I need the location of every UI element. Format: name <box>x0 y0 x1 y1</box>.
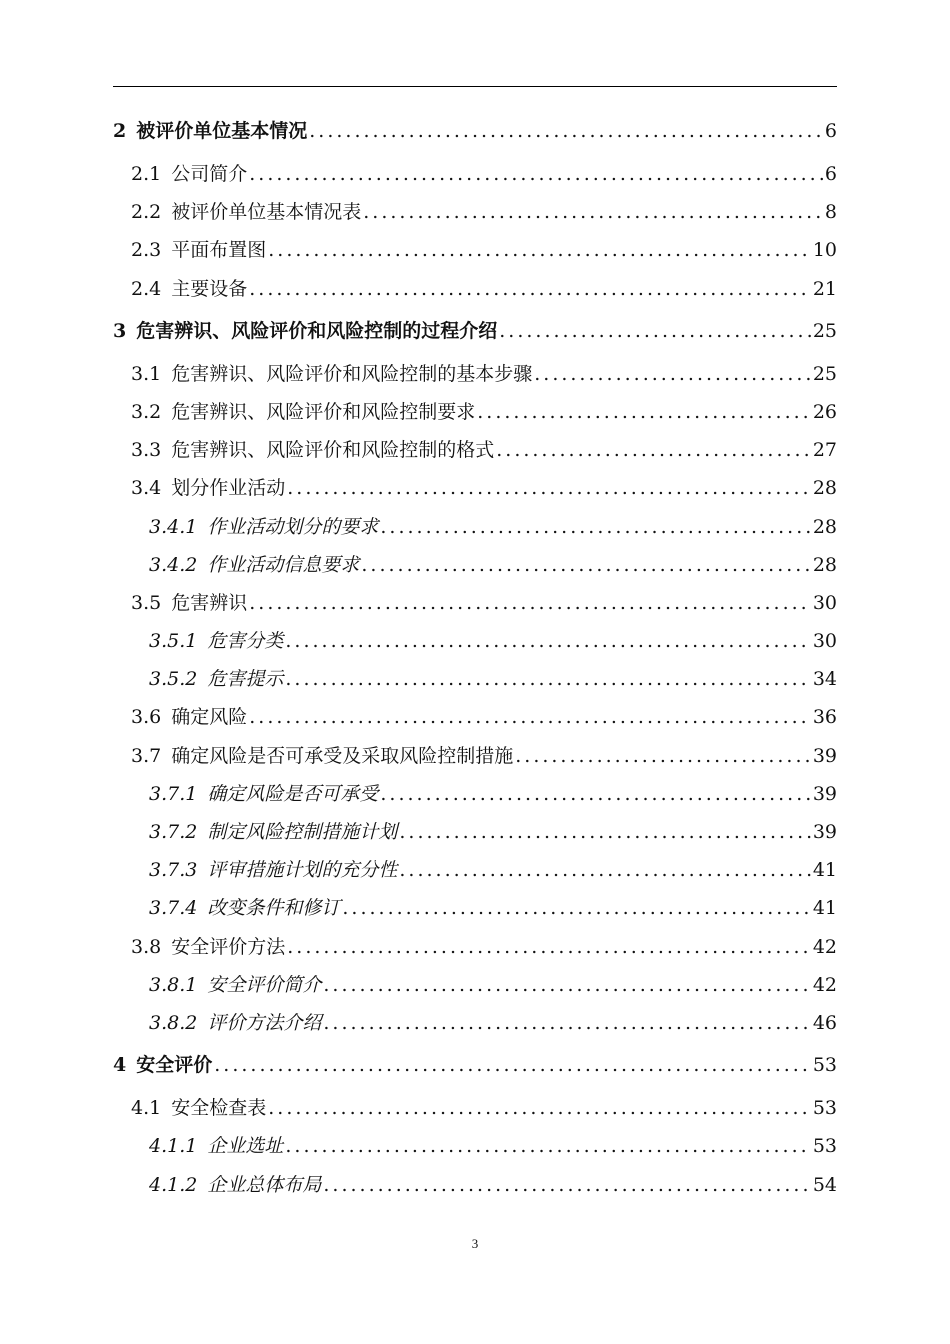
toc-entry[interactable] <box>113 889 837 927</box>
toc-entry-page: 28 <box>812 515 837 538</box>
toc-entry-label <box>131 231 266 269</box>
toc-dot-leader <box>363 193 823 231</box>
toc-dot-leader <box>249 698 811 736</box>
toc-entry-number: 2 <box>113 120 127 142</box>
toc-dot-leader <box>477 393 811 431</box>
toc-dot-leader <box>285 1127 810 1165</box>
toc-entry-page: 26 <box>812 400 837 423</box>
toc-entry-number: 3.8.2 <box>149 1011 198 1034</box>
toc-dot-leader <box>399 813 810 851</box>
toc-entry-title: 平面布置图 <box>171 239 267 262</box>
toc-entry[interactable] <box>113 469 837 507</box>
toc-entry-label <box>113 308 497 355</box>
toc-entry-number: 3.2 <box>131 400 162 423</box>
toc-entry-number: 3.8.1 <box>149 973 198 996</box>
toc-entry[interactable] <box>113 393 837 431</box>
toc-entry-page: 46 <box>812 1011 837 1034</box>
toc-dot-leader <box>496 431 811 469</box>
toc-entry-page: 36 <box>812 706 837 729</box>
toc-dot-leader <box>323 1166 810 1204</box>
toc-entry-title: 作业活动划分的要求 <box>207 515 379 538</box>
toc-entry-page: 27 <box>812 439 837 462</box>
toc-entry-title: 危害辨识 <box>171 591 248 614</box>
toc-entry-page: 53 <box>812 1054 837 1077</box>
toc-entry-title: 危害辨识、风险评价和风险控制的基本步骤 <box>171 362 533 385</box>
toc-entry-number: 3.7.3 <box>149 859 198 882</box>
toc-dot-leader <box>268 1089 811 1127</box>
toc-entry-label <box>131 155 247 193</box>
toc-dot-leader <box>287 469 811 507</box>
toc-entry[interactable] <box>113 584 837 622</box>
toc-entry-page: 30 <box>812 591 837 614</box>
toc-entry-number: 3.5.2 <box>149 668 198 691</box>
toc-entry-label <box>113 1042 212 1089</box>
toc-entry-title: 确定风险 <box>171 706 248 729</box>
toc-entry-label <box>149 1004 321 1042</box>
toc-entry[interactable] <box>113 928 837 966</box>
toc-entry-label <box>131 698 247 736</box>
toc-entry-page: 39 <box>812 782 837 805</box>
toc-dot-leader <box>342 889 810 927</box>
toc-entry[interactable] <box>113 1004 837 1042</box>
toc-entry-number: 3.6 <box>131 706 162 729</box>
toc-entry-page: 21 <box>812 277 837 300</box>
toc-entry-page: 54 <box>812 1173 837 1196</box>
toc-entry-title: 确定风险是否可承受及采取风险控制措施 <box>171 744 514 767</box>
toc-entry-label <box>149 622 283 660</box>
toc-dot-leader <box>515 737 811 775</box>
toc-entry-title: 被评价单位基本情况表 <box>171 201 362 224</box>
toc-entry-label <box>131 193 361 231</box>
toc-entry-page: 8 <box>824 201 837 224</box>
toc-entry[interactable] <box>113 737 837 775</box>
toc-entry-page: 28 <box>812 553 837 576</box>
toc-entry-number: 3 <box>113 319 127 342</box>
toc-entry-title: 被评价单位基本情况 <box>136 120 308 142</box>
toc-entry[interactable] <box>113 270 837 308</box>
toc-entry-number: 3.4.1 <box>149 515 198 538</box>
toc-entry[interactable] <box>113 698 837 736</box>
toc-entry-label <box>131 393 475 431</box>
toc-entry[interactable] <box>113 355 837 393</box>
toc-entry-label <box>131 355 532 393</box>
toc-entry-number: 3.7.1 <box>149 782 198 805</box>
toc-entry[interactable] <box>113 431 837 469</box>
toc-entry-title: 危害辨识、风险评价和风险控制的过程介绍 <box>136 319 498 342</box>
toc-entry-label <box>149 508 378 546</box>
toc-entry-number: 3.5.1 <box>149 630 198 653</box>
toc-entry-title: 作业活动信息要求 <box>207 553 360 576</box>
toc-entry-title: 安全评价方法 <box>171 935 286 958</box>
toc-dot-leader <box>361 546 810 584</box>
toc-entry-title: 危害提示 <box>207 668 284 691</box>
toc-entry-title: 企业总体布局 <box>207 1173 322 1196</box>
toc-entry-page: 39 <box>812 821 837 843</box>
toc-dot-leader <box>323 966 810 1004</box>
toc-entry-label <box>149 1127 283 1165</box>
toc-entry-page: 6 <box>824 120 837 142</box>
toc-entry-number: 3.7.4 <box>149 897 198 920</box>
toc-entry-number: 3.7.2 <box>149 821 198 843</box>
toc-entry-page: 42 <box>812 935 837 958</box>
toc-entry-label <box>131 1089 266 1127</box>
toc-entry-title: 划分作业活动 <box>171 477 286 500</box>
toc-entry-label <box>149 660 283 698</box>
toc-entry[interactable] <box>113 546 837 584</box>
toc-entry-title: 主要设备 <box>171 277 248 300</box>
toc-entry[interactable] <box>113 308 837 355</box>
toc-entry-number: 3.1 <box>131 362 162 385</box>
toc-entry-label <box>149 546 359 584</box>
toc-entry-number: 2.2 <box>131 201 162 224</box>
header-rule <box>113 86 837 87</box>
toc-entry-page: 34 <box>812 668 837 691</box>
toc-entry-title: 安全评价 <box>136 1054 213 1077</box>
toc-entry-number: 3.7 <box>131 744 162 767</box>
toc-entry-title: 企业选址 <box>207 1135 284 1158</box>
toc-entry[interactable] <box>113 851 837 889</box>
toc-entry-page: 25 <box>812 319 837 342</box>
toc-entry-page: 28 <box>812 477 837 500</box>
toc-dot-leader <box>380 775 810 813</box>
toc-dot-leader <box>380 508 810 546</box>
toc-entry[interactable] <box>113 1089 837 1127</box>
toc-entry-page: 42 <box>812 973 837 996</box>
toc-entry-label <box>131 928 285 966</box>
toc-entry-number: 3.4.2 <box>149 553 198 576</box>
toc-entry-label <box>149 813 397 851</box>
toc-entry-label <box>149 775 378 813</box>
table-of-contents <box>113 108 837 1204</box>
toc-entry-title: 安全检查表 <box>171 1097 267 1120</box>
toc-entry-title: 公司简介 <box>171 163 248 185</box>
toc-entry-number: 4 <box>113 1054 127 1077</box>
toc-entry-page: 41 <box>812 897 837 920</box>
toc-entry[interactable] <box>113 660 837 698</box>
toc-entry-page: 30 <box>812 630 837 653</box>
toc-dot-leader <box>323 1004 810 1042</box>
toc-dot-leader <box>268 231 811 269</box>
toc-entry-title: 评价方法介绍 <box>207 1011 322 1034</box>
toc-entry-label <box>131 270 247 308</box>
toc-entry-label <box>149 889 340 927</box>
toc-entry-page: 53 <box>812 1135 837 1158</box>
toc-dot-leader <box>249 155 823 193</box>
toc-dot-leader <box>249 270 811 308</box>
toc-entry-title: 制定风险控制措施计划 <box>207 821 398 843</box>
toc-entry-label <box>149 1166 321 1204</box>
toc-entry[interactable] <box>113 622 837 660</box>
toc-entry-number: 4.1.2 <box>149 1173 198 1196</box>
toc-entry[interactable] <box>113 813 837 851</box>
toc-entry[interactable] <box>113 1166 837 1204</box>
toc-dot-leader <box>214 1042 811 1089</box>
toc-entry-number: 3.8 <box>131 935 162 958</box>
toc-entry-page: 39 <box>812 744 837 767</box>
toc-entry-label <box>149 851 397 889</box>
toc-entry[interactable] <box>113 1127 837 1165</box>
toc-entry-number: 4.1.1 <box>149 1135 198 1158</box>
toc-entry-title: 危害分类 <box>207 630 284 653</box>
toc-entry-label <box>131 737 513 775</box>
toc-entry-label <box>113 108 307 155</box>
toc-entry-title: 评审措施计划的充分性 <box>207 859 398 882</box>
toc-entry-number: 4.1 <box>131 1097 162 1120</box>
toc-entry-page: 41 <box>812 859 837 882</box>
toc-dot-leader <box>287 928 811 966</box>
toc-entry-title: 安全评价简介 <box>207 973 322 996</box>
toc-entry-title: 危害辨识、风险评价和风险控制的格式 <box>171 439 495 462</box>
page-number: 3 <box>471 1236 479 1251</box>
toc-entry-number: 3.5 <box>131 591 162 614</box>
toc-entry-label <box>131 584 247 622</box>
toc-entry[interactable] <box>113 966 837 1004</box>
toc-entry-number: 3.3 <box>131 439 162 462</box>
toc-entry-number: 3.4 <box>131 477 162 500</box>
toc-entry-label <box>131 431 494 469</box>
toc-entry[interactable] <box>113 231 837 269</box>
toc-dot-leader <box>499 308 811 355</box>
toc-entry[interactable] <box>113 775 837 813</box>
toc-dot-leader <box>534 355 811 393</box>
toc-entry-number: 2.1 <box>131 163 162 185</box>
toc-dot-leader <box>285 622 810 660</box>
toc-entry[interactable] <box>113 193 837 231</box>
toc-dot-leader <box>249 584 811 622</box>
toc-entry-page: 6 <box>824 163 837 185</box>
toc-dot-leader <box>285 660 810 698</box>
toc-entry-page: 10 <box>812 239 837 262</box>
toc-entry-label <box>131 469 285 507</box>
toc-dot-leader <box>399 851 810 889</box>
toc-entry[interactable] <box>113 508 837 546</box>
toc-entry-label <box>149 966 321 1004</box>
toc-entry-title: 改变条件和修订 <box>207 897 341 920</box>
toc-entry-title: 危害辨识、风险评价和风险控制要求 <box>171 400 476 423</box>
toc-entry-page: 53 <box>812 1097 837 1120</box>
toc-entry-number: 2.4 <box>131 277 162 300</box>
toc-entry-number: 2.3 <box>131 239 162 262</box>
toc-entry-title: 确定风险是否可承受 <box>207 782 379 805</box>
toc-dot-leader <box>309 108 823 155</box>
toc-entry-page: 25 <box>812 362 837 385</box>
toc-entry[interactable] <box>113 1042 837 1089</box>
toc-entry[interactable] <box>113 155 837 193</box>
toc-entry[interactable] <box>113 108 837 155</box>
